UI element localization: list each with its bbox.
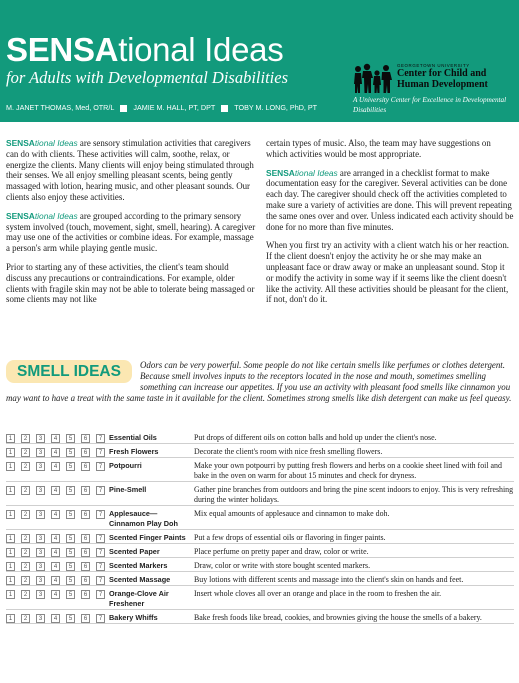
day-checkbox[interactable]: 7 xyxy=(96,614,105,623)
day-checkbox[interactable]: 4 xyxy=(51,434,60,443)
day-checkbox[interactable]: 5 xyxy=(66,448,75,457)
activity-name: Bakery Whiffs xyxy=(109,613,158,622)
day-checkbox[interactable]: 1 xyxy=(6,434,15,443)
day-checkbox[interactable]: 2 xyxy=(21,590,30,599)
day-checkbox[interactable]: 7 xyxy=(96,510,105,519)
day-checkbox[interactable]: 3 xyxy=(36,510,45,519)
activity-name: Scented Markers xyxy=(109,561,168,570)
day-checkbox[interactable]: 2 xyxy=(21,448,30,457)
activity-description: Decorate the client's room with nice fresh smelling flowers. xyxy=(194,447,383,456)
day-checkbox[interactable]: 5 xyxy=(66,510,75,519)
day-checkbox[interactable]: 5 xyxy=(66,434,75,443)
day-checkboxes xyxy=(6,510,105,519)
day-checkbox[interactable]: 2 xyxy=(21,562,30,571)
day-checkbox[interactable]: 5 xyxy=(66,576,75,585)
table-row xyxy=(6,458,514,482)
day-checkbox[interactable]: 3 xyxy=(36,462,45,471)
intro-paragraph: SENSAtional Ideas are sensory stimulation activities that caregivers can do with clients. These activities will calm, soothe, relax, or energize the clients. Many clients will enjoy being stimulated through their senses. We all enjoy smelling pleasant scents, being gently massaged with lotion, hearing music, and other pleasant sounds. Our clients also enjoy these activities. xyxy=(6,138,254,202)
logo-university: GEORGETOWN UNIVERSITY xyxy=(397,63,470,68)
day-checkbox[interactable]: 1 xyxy=(6,576,15,585)
activity-description: Buy lotions with different scents and massage into the client's skin on hands and feet. xyxy=(194,575,464,584)
day-checkbox[interactable]: 5 xyxy=(66,614,75,623)
day-checkbox[interactable]: 7 xyxy=(96,548,105,557)
day-checkbox[interactable]: 3 xyxy=(36,576,45,585)
table-row xyxy=(6,572,514,586)
day-checkbox[interactable]: 1 xyxy=(6,462,15,471)
day-checkbox[interactable]: 2 xyxy=(21,462,30,471)
day-checkbox[interactable]: 4 xyxy=(51,562,60,571)
day-checkbox[interactable]: 7 xyxy=(96,562,105,571)
people-figures-icon xyxy=(353,62,393,94)
brand-name: SENSAtional Ideas xyxy=(6,138,78,148)
intro-paragraph: SENSAtional Ideas are arranged in a checklist format to make documentation easy for the caregiver. Several activities can be done each day. The caregiver should check off the activities completed to make sure a variety of activities are done. This will prevent repeating the same ones over and over. Unless indicated each activity should be done for no more than five minutes. xyxy=(266,167,514,232)
day-checkboxes xyxy=(6,562,105,571)
day-checkbox[interactable]: 1 xyxy=(6,448,15,457)
activity-description: Make your own potpourri by putting fresh flowers and herbs on a cookie sheet lined with foil and bake in the oven on warm for about 15 minutes and check for dryness. xyxy=(194,461,502,480)
day-checkbox[interactable]: 1 xyxy=(6,510,15,519)
day-checkbox[interactable]: 4 xyxy=(51,548,60,557)
activity-name: Scented Finger Paints xyxy=(109,533,186,542)
day-checkbox[interactable]: 1 xyxy=(6,590,15,599)
table-row xyxy=(6,530,514,544)
day-checkbox[interactable]: 5 xyxy=(66,562,75,571)
smell-checklist xyxy=(6,430,514,624)
activity-description: Mix equal amounts of applesauce and cinnamon to make doh. xyxy=(194,509,390,518)
center-logo xyxy=(353,62,513,96)
activity-description: Draw, color or write with store bought scented markers. xyxy=(194,561,371,570)
day-checkbox[interactable]: 6 xyxy=(81,548,90,557)
activity-description: Gather pine branches from outdoors and bring the pine scent indoors to enjoy. This is very refreshing during the winter holidays. xyxy=(194,485,514,504)
day-checkbox[interactable]: 5 xyxy=(66,486,75,495)
day-checkbox[interactable]: 5 xyxy=(66,534,75,543)
header-banner xyxy=(0,0,519,122)
activity-name: Applesauce—Cinnamon Play Doh xyxy=(109,509,178,528)
table-row xyxy=(6,430,514,444)
brand-name: SENSAtional Ideas xyxy=(6,210,78,221)
logo-center-name: Center for Child and Human Development xyxy=(397,68,488,90)
table-row xyxy=(6,586,514,610)
intro-paragraph: certain types of music. Also, the team may have suggestions on which activities would be most appropriate. xyxy=(266,138,491,159)
day-checkbox[interactable]: 4 xyxy=(51,534,60,543)
day-checkbox[interactable]: 3 xyxy=(36,548,45,557)
day-checkbox[interactable]: 6 xyxy=(81,562,90,571)
day-checkbox[interactable]: 7 xyxy=(96,486,105,495)
day-checkbox[interactable]: 3 xyxy=(36,614,45,623)
day-checkbox[interactable]: 3 xyxy=(36,486,45,495)
day-checkbox[interactable]: 2 xyxy=(21,486,30,495)
intro-paragraph: Prior to starting any of these activities, the client's team should discuss any precautions or contraindications. For example, older clients with fragile skin may not be able to tolerate being massaged or some clients may not like xyxy=(6,261,255,305)
day-checkbox[interactable]: 1 xyxy=(6,486,15,495)
page-subtitle: for Adults with Developmental Disabilities xyxy=(6,68,289,87)
day-checkbox[interactable]: 2 xyxy=(21,548,30,557)
day-checkboxes xyxy=(6,576,105,585)
day-checkbox[interactable]: 4 xyxy=(51,486,60,495)
author-list xyxy=(6,102,317,114)
day-checkbox[interactable]: 3 xyxy=(36,534,45,543)
day-checkbox[interactable]: 6 xyxy=(81,434,90,443)
day-checkboxes xyxy=(6,486,105,495)
day-checkbox[interactable]: 4 xyxy=(51,576,60,585)
intro-right-column xyxy=(266,138,514,313)
author-name: TOBY M. LONG, PhD, PT xyxy=(234,103,318,112)
smell-intro-text: Odors can be very powerful. Some people do not like certain smells like perfumes or clothes detergent. Because smell involves inputs to the receptors located in the nose and mouth, sometimes smelling something can increase our appetites. If you use an activity with pleasant food smells like cinnamon you may want to have a treat with the same taste in it available for the client. Sometimes strong smells like dish detergent can make us feel queasy. xyxy=(6,360,512,403)
day-checkbox[interactable]: 5 xyxy=(66,462,75,471)
day-checkbox[interactable]: 1 xyxy=(6,548,15,557)
activity-name: Scented Paper xyxy=(109,547,160,556)
day-checkbox[interactable]: 6 xyxy=(81,448,90,457)
table-row xyxy=(6,558,514,572)
author-name: JAMIE M. HALL, PT, DPT xyxy=(133,103,216,112)
day-checkbox[interactable]: 6 xyxy=(81,534,90,543)
day-checkbox[interactable]: 6 xyxy=(81,510,90,519)
page-title: SENSAtional Ideas xyxy=(6,31,284,68)
day-checkbox[interactable]: 4 xyxy=(51,590,60,599)
activity-name: Essential Oils xyxy=(109,433,157,442)
activity-name: Orange-Clove Air Freshener xyxy=(109,589,169,608)
activity-description: Put drops of different oils on cotton balls and hold up under the client's nose. xyxy=(194,433,437,442)
day-checkboxes xyxy=(6,434,105,443)
activity-description: Put a few drops of essential oils or flavoring in finger paints. xyxy=(194,533,386,542)
table-row xyxy=(6,506,514,530)
intro-paragraph: When you first try an activity with a client watch his or her reaction. If the client doesn't enjoy the activity he or she may make an unpleasant face or draw away or make an unpleasant sound. Stop it or modify the activity in some way if it seems like the client doesn't like the activity. All these activities should be pleasant for the client, if not, don't do it. xyxy=(266,240,509,305)
day-checkboxes xyxy=(6,614,105,623)
day-checkbox[interactable]: 7 xyxy=(96,434,105,443)
author-name: M. JANET THOMAS, Med, OTR/L xyxy=(6,103,115,112)
day-checkbox[interactable]: 4 xyxy=(51,510,60,519)
day-checkbox[interactable]: 2 xyxy=(21,510,30,519)
day-checkbox[interactable]: 2 xyxy=(21,576,30,585)
day-checkbox[interactable]: 3 xyxy=(36,562,45,571)
day-checkbox[interactable]: 2 xyxy=(21,614,30,623)
day-checkbox[interactable]: 5 xyxy=(66,548,75,557)
day-checkbox[interactable]: 1 xyxy=(6,614,15,623)
day-checkbox[interactable]: 6 xyxy=(81,614,90,623)
day-checkbox[interactable]: 4 xyxy=(51,448,60,457)
day-checkbox[interactable]: 1 xyxy=(6,562,15,571)
intro-left-column xyxy=(6,138,256,313)
activity-name: Fresh Flowers xyxy=(109,447,159,456)
separator-square-icon xyxy=(221,105,228,112)
day-checkboxes xyxy=(6,548,105,557)
day-checkbox[interactable]: 1 xyxy=(6,534,15,543)
day-checkbox[interactable]: 6 xyxy=(81,486,90,495)
day-checkbox[interactable]: 4 xyxy=(51,462,60,471)
activity-name: Potpourri xyxy=(109,461,142,470)
table-row xyxy=(6,610,514,624)
table-row xyxy=(6,444,514,458)
day-checkbox[interactable]: 6 xyxy=(81,462,90,471)
activity-name: Pine-Smell xyxy=(109,485,147,494)
intro-paragraph: SENSAtional Ideas are grouped according to the primary sensory system involved (touch, movement, sight, smell, hearing). A caregiver may use one of the activities or combine ideas. For example, massage a person's arm while playing gentle music. xyxy=(6,210,256,254)
day-checkbox[interactable]: 7 xyxy=(96,462,105,471)
day-checkbox[interactable]: 2 xyxy=(21,534,30,543)
day-checkbox[interactable]: 7 xyxy=(96,576,105,585)
activity-description: Insert whole cloves all over an orange and place in the room to freshen the air. xyxy=(194,589,442,598)
separator-square-icon xyxy=(120,105,127,112)
activity-name: Scented Massage xyxy=(109,575,171,584)
activity-description: Bake fresh foods like bread, cookies, and brownies giving the house the smells of a bakery. xyxy=(194,613,482,622)
day-checkbox[interactable]: 3 xyxy=(36,590,45,599)
day-checkbox[interactable]: 7 xyxy=(96,534,105,543)
day-checkbox[interactable]: 5 xyxy=(66,590,75,599)
day-checkboxes xyxy=(6,448,105,457)
day-checkbox[interactable]: 4 xyxy=(51,614,60,623)
day-checkboxes xyxy=(6,462,105,471)
day-checkbox[interactable]: 6 xyxy=(81,576,90,585)
brand-name: SENSAtional Ideas xyxy=(266,167,338,178)
day-checkbox[interactable]: 3 xyxy=(36,434,45,443)
logo-tagline: A University Center for Excellence in Developmental Disabilities xyxy=(353,96,507,114)
day-checkbox[interactable]: 7 xyxy=(96,448,105,457)
activity-description: Place perfume on pretty paper and draw, color or write. xyxy=(194,547,369,556)
day-checkbox[interactable]: 6 xyxy=(81,590,90,599)
day-checkbox[interactable]: 2 xyxy=(21,434,30,443)
day-checkbox[interactable]: 7 xyxy=(96,590,105,599)
day-checkboxes xyxy=(6,590,105,599)
day-checkbox[interactable]: 3 xyxy=(36,448,45,457)
smell-ideas-heading: SMELL IDEAS xyxy=(6,360,132,383)
table-row xyxy=(6,482,514,506)
day-checkboxes xyxy=(6,534,105,543)
table-row xyxy=(6,544,514,558)
